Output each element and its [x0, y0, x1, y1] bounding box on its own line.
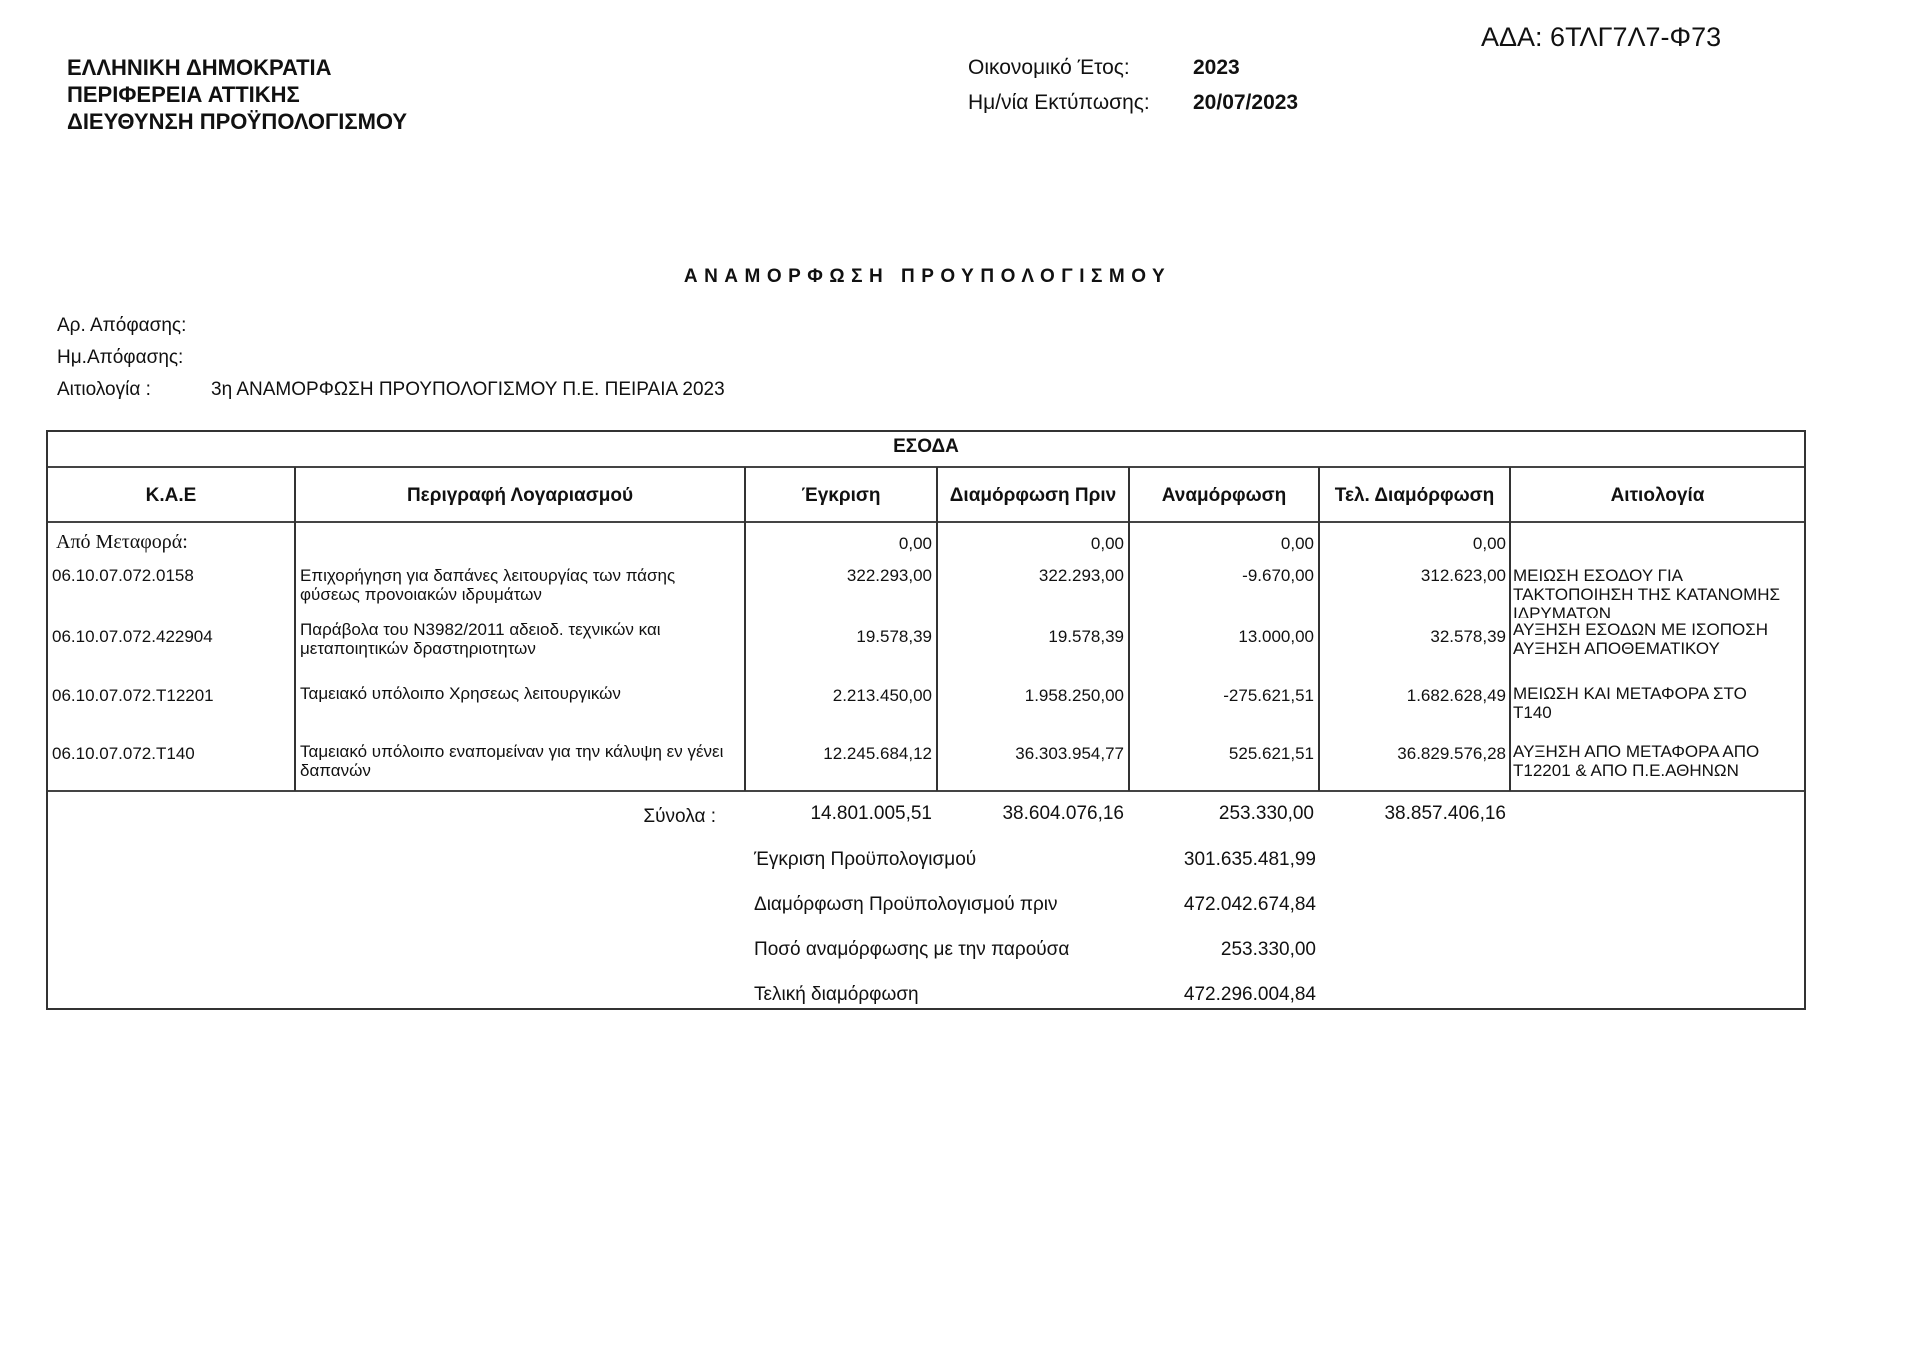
document-title: ΑΝΑΜΟΡΦΩΣΗ ΠΡΟΥΠΟΛΟΓΙΣΜΟΥ	[683, 266, 1172, 287]
section-title: ΕΣΟΔΑ	[893, 436, 959, 457]
row-approval: 322.293,00	[846, 566, 932, 585]
carry-forward-final: 0,00	[1472, 534, 1506, 553]
summary-label: Ποσό αναμόρφωσης με την παρούσα	[754, 939, 1070, 960]
row-approval: 2.213.450,00	[832, 686, 932, 705]
decision-date-label: Ημ.Απόφασης:	[57, 347, 184, 368]
column-header-kae: Κ.Α.Ε	[145, 484, 197, 506]
org-line-region: ΠΕΡΙΦΕΡΕΙΑ ΑΤΤΙΚΗΣ	[67, 82, 300, 107]
column-header-description: Περιγραφή Λογαριασμού	[406, 484, 634, 506]
org-line-directorate: ΔΙΕΥΘΥΝΣΗ ΠΡΟΫΠΟΛΟΓΙΣΜΟΥ	[67, 109, 408, 134]
totals-adjustment: 253.330,00	[1218, 803, 1314, 824]
summary-value: 472.042.674,84	[1183, 894, 1316, 915]
org-line-country: ΕΛΛΗΝΙΚΗ ΔΗΜΟΚΡΑΤΙΑ	[67, 55, 332, 80]
ada-code: ΑΔΑ: 6ΤΛΓ7Λ7-Φ73	[1481, 22, 1722, 52]
row-approval: 12.245.684,12	[823, 744, 932, 763]
row-before: 1.958.250,00	[1024, 686, 1124, 705]
row-adjustment: -9.670,00	[1242, 566, 1314, 585]
summary-value: 253.330,00	[1220, 939, 1316, 960]
summary-label: Έγκριση Προϋπολογισμού	[754, 849, 977, 870]
row-reason: ΜΕΙΩΣΗ ΕΣΟΔΟΥ ΓΙΑ ΤΑΚΤΟΠΟΙΗΣΗ ΤΗΣ ΚΑΤΑΝΟΜΗΣ ΙΔΡΥΜΑΤΩΝ	[1513, 566, 1781, 618]
row-kae: 06.10.07.072.0158	[52, 566, 194, 585]
row-reason: ΜΕΙΩΣΗ ΚΑΙ ΜΕΤΑΦΟΡΑ ΣΤΟ Τ140	[1513, 684, 1747, 722]
summary-label: Διαμόρφωση Προϋπολογισμού πριν	[754, 894, 1058, 915]
row-before: 19.578,39	[1048, 627, 1124, 646]
carry-forward-adjustment: 0,00	[1280, 534, 1314, 553]
print-date-value: 20/07/2023	[1193, 91, 1299, 114]
justification-label: Αιτιολογία :	[57, 379, 151, 400]
row-final: 32.578,39	[1430, 627, 1506, 646]
row-reason: ΑΥΞΗΣΗ ΕΣΟΔΩΝ ΜΕ ΙΣΟΠΟΣΗ ΑΥΞΗΣΗ ΑΠΟΘΕΜΑΤΙΚΟΥ	[1513, 620, 1768, 658]
summary-value: 472.296.004,84	[1183, 984, 1316, 1005]
column-header-final: Τελ. Διαμόρφωση	[1334, 484, 1495, 506]
totals-approval: 14.801.005,51	[810, 803, 932, 824]
row-description: Ταμειακό υπόλοιπο εναπομείναν για την κάλυψη εν γένει δαπανών	[300, 742, 724, 780]
totals-final: 38.857.406,16	[1384, 803, 1506, 824]
row-kae: 06.10.07.072.Τ12201	[52, 686, 214, 705]
row-description: Παράβολα του Ν3982/2011 αδειοδ. τεχνικών και μεταποιητικών δραστηριοτητων	[300, 620, 661, 658]
row-final: 1.682.628,49	[1406, 686, 1506, 705]
carry-forward-before: 0,00	[1090, 534, 1124, 553]
column-header-before: Διαμόρφωση Πριν	[949, 484, 1117, 506]
row-description: Ταμειακό υπόλοιπο Χρησεως λειτουργικών	[300, 684, 621, 703]
row-adjustment: -275.621,51	[1223, 686, 1314, 705]
revenue-table	[46, 430, 1806, 1010]
carry-forward-label: Από Μεταφορά:	[56, 531, 188, 553]
carry-forward-approval: 0,00	[898, 534, 932, 553]
decision-number-label: Αρ. Απόφασης:	[57, 315, 187, 336]
divider	[48, 790, 1804, 792]
row-reason: ΑΥΞΗΣΗ ΑΠΟ ΜΕΤΑΦΟΡΑ ΑΠΟ Τ12201 & ΑΠΟ Π.Ε.ΑΘΗΝΩΝ	[1513, 742, 1760, 780]
row-final: 312.623,00	[1420, 566, 1506, 585]
row-approval: 19.578,39	[856, 627, 932, 646]
totals-label: Σύνολα :	[643, 806, 716, 827]
row-before: 36.303.954,77	[1015, 744, 1124, 763]
fiscal-year-value: 2023	[1193, 56, 1240, 79]
row-kae: 06.10.07.072.Τ140	[52, 744, 195, 763]
row-description: Επιχορήγηση για δαπάνες λειτουργίας των πάσης φύσεως προνοιακών ιδρυμάτων	[300, 566, 676, 604]
row-kae: 06.10.07.072.422904	[52, 627, 213, 646]
totals-before: 38.604.076,16	[1002, 803, 1124, 824]
row-adjustment: 525.621,51	[1228, 744, 1314, 763]
print-date-label: Ημ/νία Εκτύπωσης:	[968, 91, 1150, 114]
column-header-reason: Αιτιολογία	[1610, 484, 1705, 506]
row-final: 36.829.576,28	[1397, 744, 1506, 763]
column-header-adjustment: Αναμόρφωση	[1161, 484, 1287, 506]
summary-value: 301.635.481,99	[1183, 849, 1316, 870]
column-header-approval: Έγκριση	[801, 484, 881, 506]
summary-label: Τελική διαμόρφωση	[754, 984, 919, 1005]
justification-value: 3η ΑΝΑΜΟΡΦΩΣΗ ΠΡΟΥΠΟΛΟΓΙΣΜΟΥ Π.Ε. ΠΕΙΡΑΙΑ 2023	[211, 379, 725, 400]
row-before: 322.293,00	[1038, 566, 1124, 585]
row-adjustment: 13.000,00	[1238, 627, 1314, 646]
fiscal-year-label: Οικονομικό Έτος:	[968, 56, 1130, 79]
